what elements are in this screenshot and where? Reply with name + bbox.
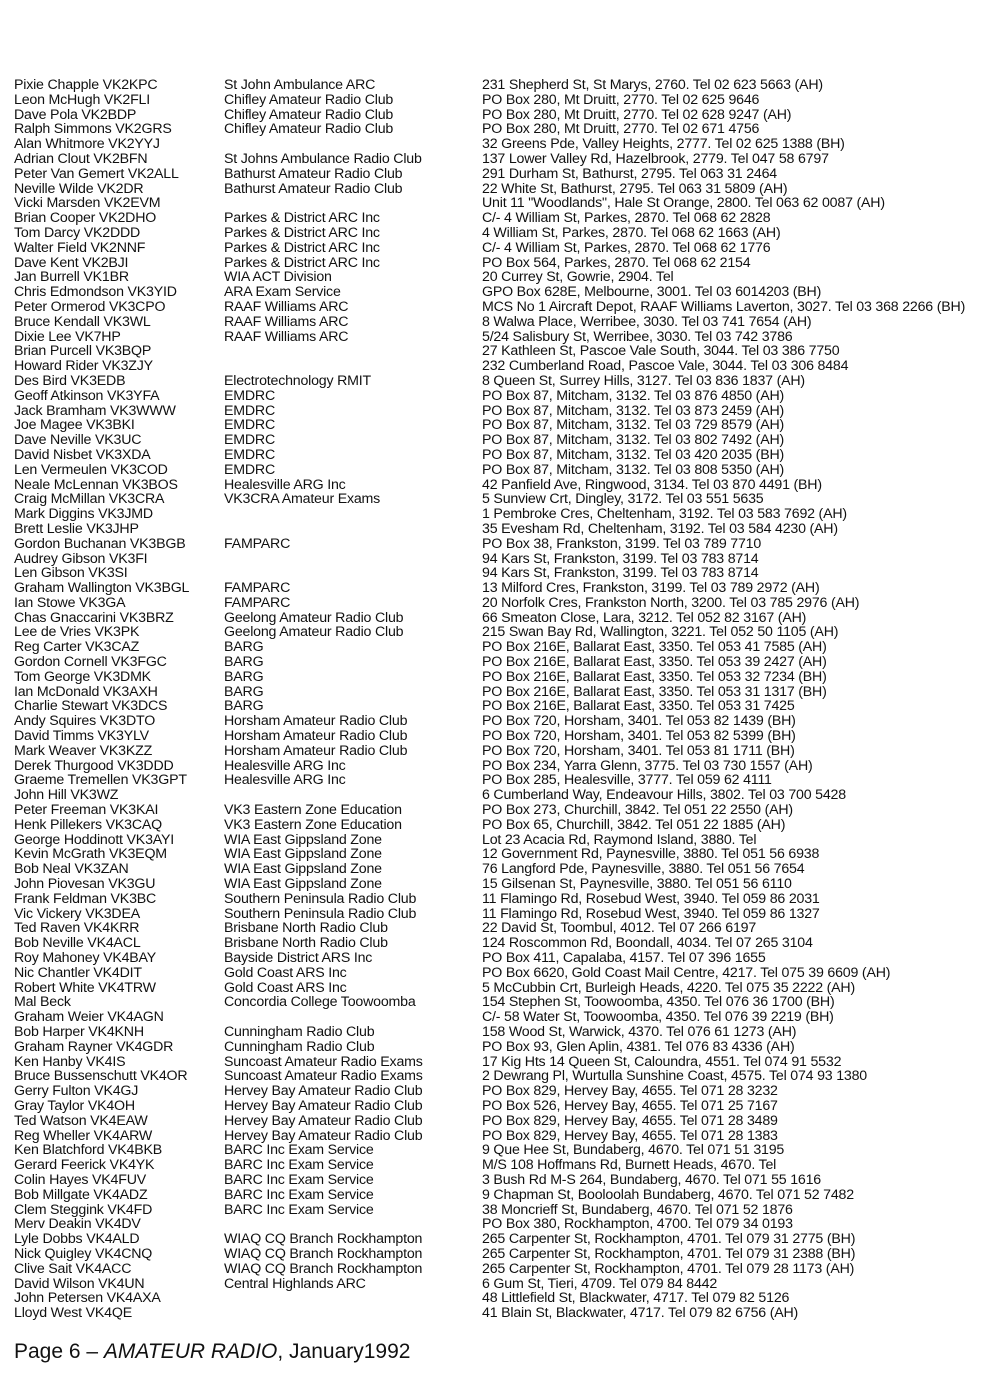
listing-address: PO Box 280, Mt Druitt, 2770. Tel 02 625 9646	[482, 91, 760, 108]
listing-organisation: BARG	[224, 683, 264, 700]
listing-name: Des Bird VK3EDB	[14, 372, 126, 389]
listing-organisation: Hervey Bay Amateur Radio Club	[224, 1112, 423, 1129]
listing-address: PO Box 411, Capalaba, 4157. Tel 07 396 1655	[482, 950, 766, 967]
listing-address: PO Box 65, Churchill, 3842. Tel 051 22 1885 (AH)	[482, 816, 786, 833]
listing-name: Adrian Clout VK2BFN	[14, 150, 148, 167]
listing-organisation: Geelong Amateur Radio Club	[224, 624, 404, 641]
footer-magazine-title: AMATEUR RADIO	[103, 1340, 278, 1363]
listing-organisation: Horsham Amateur Radio Club	[224, 742, 408, 759]
listing-name: Mal Beck	[14, 994, 71, 1011]
listing-organisation: EMDRC	[224, 461, 276, 478]
listing-name: Geoff Atkinson VK3YFA	[14, 387, 160, 404]
listing-address: 231 Shepherd St, St Marys, 2760. Tel 02 623 5663 (AH)	[482, 77, 823, 93]
listing-address: 158 Wood St, Warwick, 4370. Tel 076 61 1273 (AH)	[482, 1024, 797, 1040]
listing-address: PO Box 720, Horsham, 3401. Tel 053 82 5399 (BH)	[482, 728, 796, 745]
listing-address: PO Box 285, Healesville, 3777. Tel 059 62 4111	[482, 772, 772, 789]
listing-address: MCS No 1 Aircraft Depot, RAAF Williams Laverton, 3027. Tel 03 368 2266 (BH)	[482, 298, 966, 315]
listing-address: PO Box 216E, Ballarat East, 3350. Tel 053 41 7585 (AH)	[482, 639, 827, 656]
listing-organisation: Bayside District ARS Inc	[224, 950, 373, 967]
listing-organisation: Chifley Amateur Radio Club	[224, 106, 394, 123]
listing-name: Len Gibson VK3SI	[14, 565, 128, 582]
listing-organisation: EMDRC	[224, 446, 276, 463]
listing-organisation: Parkes & District ARC Inc	[224, 239, 380, 256]
listing-address: 11 Flamingo Rd, Rosebud West, 3940. Tel 059 86 2031	[482, 890, 820, 907]
listing-organisation: WIA East Gippsland Zone	[224, 861, 382, 878]
listing-name: Lloyd West VK4QE	[14, 1305, 132, 1322]
listing-organisation: Horsham Amateur Radio Club	[224, 728, 408, 745]
listing-organisation: Hervey Bay Amateur Radio Club	[224, 1083, 423, 1100]
listing-organisation: WIAQ CQ Branch Rockhampton	[224, 1260, 423, 1277]
listing-name: George Hoddinott VK3AYI	[14, 831, 174, 848]
listing-address: PO Box 216E, Ballarat East, 3350. Tel 053 31 1317 (BH)	[482, 683, 827, 700]
listing-organisation: Concordia College Toowoomba	[224, 994, 416, 1011]
listing-organisation: FAMPARC	[224, 580, 291, 597]
listing-name: Jack Bramham VK3WWW	[14, 402, 176, 419]
listing-name: Vicki Marsden VK2EVM	[14, 195, 161, 212]
listing-name: Gerry Fulton VK4GJ	[14, 1083, 139, 1100]
listing-organisation	[224, 1010, 474, 1025]
listing-organisation: Hervey Bay Amateur Radio Club	[224, 1097, 423, 1114]
listing-name: David Wilson VK4UN	[14, 1275, 145, 1292]
listing-name: Brian Cooper VK2DHO	[14, 210, 157, 227]
listing-organisation: Healesville ARG Inc	[224, 476, 346, 493]
listing-address: PO Box 280, Mt Druitt, 2770. Tel 02 671 4756	[482, 121, 760, 138]
listing-name: Leon McHugh VK2FLI	[14, 91, 150, 108]
listing-address: 20 Currey St, Gowrie, 2904. Tel	[482, 269, 674, 286]
listing-name: Graham Rayner VK4GDR	[14, 1038, 174, 1055]
listing-name: Dave Pola VK2BDP	[14, 106, 137, 123]
listing-organisation	[224, 1306, 474, 1321]
listing-organisation: Parkes & District ARC Inc	[224, 224, 380, 241]
listing-address: PO Box 234, Yarra Glenn, 3775. Tel 03 730 1557 (AH)	[482, 757, 813, 774]
listing-organisation	[224, 552, 474, 567]
listing-organisation: WIA East Gippsland Zone	[224, 846, 382, 863]
listing-name: Pixie Chapple VK2KPC	[14, 77, 158, 93]
listing-organisation: BARC Inc Exam Service	[224, 1201, 374, 1218]
listing-name: Vic Vickery VK3DEA	[14, 905, 140, 922]
listing-organisation: BARG	[224, 698, 264, 715]
listing-organisation: WIAQ CQ Branch Rockhampton	[224, 1231, 423, 1248]
listing-name: Peter Van Gemert VK2ALL	[14, 165, 179, 182]
listing-organisation	[224, 1291, 474, 1306]
listing-address: 232 Cumberland Road, Pascoe Vale, 3044. Tel 03 306 8484	[482, 358, 849, 375]
listing-name: Bob Harper VK4KNH	[14, 1024, 144, 1040]
listing-name: Derek Thurgood VK3DDD	[14, 757, 174, 774]
listing-address: PO Box 87, Mitcham, 3132. Tel 03 729 8579 (AH)	[482, 417, 785, 434]
listing-organisation: Bathurst Amateur Radio Club	[224, 165, 403, 182]
listing-address: 265 Carpenter St, Rockhampton, 4701. Tel 079 28 1173 (AH)	[482, 1260, 855, 1277]
listing-organisation: Southern Peninsula Radio Club	[224, 890, 417, 907]
listing-organisation: Cunningham Radio Club	[224, 1024, 375, 1040]
listing-organisation	[224, 137, 474, 152]
listing-organisation	[224, 1217, 474, 1232]
listing-address: PO Box 273, Churchill, 3842. Tel 051 22 2550 (AH)	[482, 802, 793, 819]
listing-name: Bruce Bussenschutt VK4OR	[14, 1068, 188, 1085]
listing-address: 94 Kars St, Frankston, 3199. Tel 03 783 8714	[482, 565, 759, 582]
listing-name: Ken Hanby VK4IS	[14, 1053, 126, 1070]
listing-organisation: BARG	[224, 654, 264, 671]
listing-organisation: Suncoast Amateur Radio Exams	[224, 1053, 423, 1070]
listing-address: PO Box 829, Hervey Bay, 4655. Tel 071 28 3232	[482, 1083, 778, 1100]
listing-organisation	[224, 788, 474, 803]
listing-name: Gordon Buchanan VK3BGB	[14, 535, 186, 552]
listing-address: PO Box 87, Mitcham, 3132. Tel 03 876 4850 (AH)	[482, 387, 785, 404]
listing-address: 215 Swan Bay Rd, Wallington, 3221. Tel 052 50 1105 (AH)	[482, 624, 839, 641]
listing-organisation: St John Ambulance ARC	[224, 77, 376, 93]
listing-address: PO Box 6620, Gold Coast Mail Centre, 4217. Tel 075 39 6609 (AH)	[482, 964, 891, 981]
listing-organisation: EMDRC	[224, 432, 276, 449]
listing-name: Reg Wheller VK4ARW	[14, 1127, 153, 1144]
page-footer	[14, 1340, 410, 1364]
listing-organisation: Hervey Bay Amateur Radio Club	[224, 1127, 423, 1144]
listing-organisation: BARC Inc Exam Service	[224, 1157, 374, 1174]
listing-organisation	[224, 359, 474, 374]
listing-organisation: VK3CRA Amateur Exams	[224, 491, 381, 508]
listing-organisation: EMDRC	[224, 417, 276, 434]
listing-address: PO Box 564, Parkes, 2870. Tel 068 62 2154	[482, 254, 751, 271]
listing-address: M/S 108 Hoffmans Rd, Burnett Heads, 4670. Tel	[482, 1157, 777, 1174]
listing-organisation: Chifley Amateur Radio Club	[224, 121, 394, 138]
listing-name: Ralph Simmons VK2GRS	[14, 121, 172, 138]
listing-address: 291 Durham St, Bathurst, 2795. Tel 063 31 2464	[482, 165, 777, 182]
listing-organisation: VK3 Eastern Zone Education	[224, 816, 402, 833]
listing-organisation: Gold Coast ARS Inc	[224, 979, 347, 996]
listing-address: 5 McCubbin Crt, Burleigh Heads, 4220. Tel 075 35 2222 (AH)	[482, 979, 855, 996]
listing-name: Gordon Cornell VK3FGC	[14, 654, 167, 671]
listing-address: PO Box 280, Mt Druitt, 2770. Tel 02 628 9247 (AH)	[482, 106, 792, 123]
listing-organisation	[224, 507, 474, 522]
listing-organisation: RAAF Williams ARC	[224, 298, 349, 315]
listing-address: PO Box 87, Mitcham, 3132. Tel 03 802 7492 (AH)	[482, 432, 785, 449]
listing-organisation: BARC Inc Exam Service	[224, 1171, 374, 1188]
listing-organisation: Parkes & District ARC Inc	[224, 210, 380, 227]
listing-name: Colin Hayes VK4FUV	[14, 1171, 147, 1188]
listing-name: Walter Field VK2NNF	[14, 239, 146, 256]
listing-organisation: EMDRC	[224, 387, 276, 404]
listing-organisation	[224, 566, 474, 581]
listing-address: 32 Greens Pde, Valley Heights, 2777. Tel 02 625 1388 (BH)	[482, 136, 845, 153]
listing-name: Gerard Feerick VK4YK	[14, 1157, 155, 1174]
listing-address: 38 Moncrieff St, Bundaberg, 4670. Tel 071 52 1876	[482, 1201, 793, 1218]
listing-name: Chris Edmondson VK3YID	[14, 284, 177, 301]
listing-name: Robert White VK4TRW	[14, 979, 156, 996]
listing-name: Dave Kent VK2BJI	[14, 254, 129, 271]
listing-address: Lot 23 Acacia Rd, Raymond Island, 3880. Tel	[482, 831, 757, 848]
listing-address: PO Box 829, Hervey Bay, 4655. Tel 071 28 1383	[482, 1127, 778, 1144]
listing-organisation: Southern Peninsula Radio Club	[224, 905, 417, 922]
listing-address: PO Box 720, Horsham, 3401. Tel 053 81 1711 (BH)	[482, 742, 795, 759]
listing-address: 42 Panfield Ave, Ringwood, 3134. Tel 03 870 4491 (BH)	[482, 476, 822, 493]
listing-name: Chas Gnaccarini VK3BRZ	[14, 609, 174, 626]
listing-name: Clem Steggink VK4FD	[14, 1201, 153, 1218]
listing-address: C/- 4 William St, Parkes, 2870. Tel 068 62 1776	[482, 239, 771, 256]
listing-address: Unit 11 "Woodlands", Hale St Orange, 2800. Tel 063 62 0087 (AH)	[482, 195, 885, 212]
listing-name: Len Vermeulen VK3COD	[14, 461, 168, 478]
listing-address: PO Box 216E, Ballarat East, 3350. Tel 053 39 2427 (AH)	[482, 654, 827, 671]
listing-address: 2 Dewrang Pl, Wurtulla Sunshine Coast, 4575. Tel 074 93 1380	[482, 1068, 867, 1085]
listing-organisation: RAAF Williams ARC	[224, 313, 349, 330]
listing-address: PO Box 216E, Ballarat East, 3350. Tel 053 32 7234 (BH)	[482, 668, 827, 685]
listing-name: Alan Whitmore VK2YYJ	[14, 136, 160, 153]
listing-address: 265 Carpenter St, Rockhampton, 4701. Tel 079 31 2775 (BH)	[482, 1231, 856, 1248]
listing-address: 5/24 Salisbury St, Werribee, 3030. Tel 03 742 3786	[482, 328, 793, 345]
listing-name: Ted Watson VK4EAW	[14, 1112, 148, 1129]
listing-organisation: EMDRC	[224, 402, 276, 419]
listing-name: John Piovesan VK3GU	[14, 876, 156, 893]
listing-address: 41 Blain St, Blackwater, 4717. Tel 079 82 6756 (AH)	[482, 1305, 799, 1322]
listing-address: PO Box 216E, Ballarat East, 3350. Tel 053 31 7425	[482, 698, 795, 715]
listing-name: Dixie Lee VK7HP	[14, 328, 121, 345]
listing-address: 5 Sunview Crt, Dingley, 3172. Tel 03 551 5635	[482, 491, 764, 508]
listing-address: 8 Queen St, Surrey Hills, 3127. Tel 03 836 1837 (AH)	[482, 372, 805, 389]
listing-name: Bob Millgate VK4ADZ	[14, 1186, 148, 1203]
listing-name: Jan Burrell VK1BR	[14, 269, 129, 286]
listing-name: Merv Deakin VK4DV	[14, 1216, 141, 1233]
listing-address: C/- 58 Water St, Toowoomba, 4350. Tel 076 39 2219 (BH)	[482, 1009, 834, 1026]
listing-organisation: Geelong Amateur Radio Club	[224, 609, 404, 626]
listing-address: PO Box 38, Frankston, 3199. Tel 03 789 7710	[482, 535, 762, 552]
listing-address: PO Box 87, Mitcham, 3132. Tel 03 808 5350 (AH)	[482, 461, 785, 478]
listing-organisation: BARG	[224, 639, 264, 656]
listing-organisation: BARC Inc Exam Service	[224, 1186, 374, 1203]
listing-organisation: WIAQ CQ Branch Rockhampton	[224, 1245, 423, 1262]
listing-name: Bob Neville VK4ACL	[14, 935, 141, 952]
listing-organisation: Suncoast Amateur Radio Exams	[224, 1068, 423, 1085]
listing-organisation: BARG	[224, 668, 264, 685]
listing-name: Clive Sait VK4ACC	[14, 1260, 132, 1277]
listing-name: David Nisbet VK3XDA	[14, 446, 151, 463]
listing-organisation: RAAF Williams ARC	[224, 328, 349, 345]
listing-organisation: St Johns Ambulance Radio Club	[224, 150, 422, 167]
listing-address: 8 Walwa Place, Werribee, 3030. Tel 03 741 7654 (AH)	[482, 313, 812, 330]
listing-name: Peter Ormerod VK3CPO	[14, 298, 166, 315]
listing-name: Mark Diggins VK3JMD	[14, 506, 153, 523]
listing-address: 124 Roscommon Rd, Boondall, 4034. Tel 07 265 3104	[482, 935, 813, 952]
listing-address: 1 Pembroke Cres, Cheltenham, 3192. Tel 03 583 7692 (AH)	[482, 506, 847, 523]
listing-name: Craig McMillan VK3CRA	[14, 491, 165, 508]
listing-name: Andy Squires VK3DTO	[14, 713, 156, 730]
listing-address: 6 Gum St, Tieri, 4709. Tel 079 84 8442	[482, 1275, 718, 1292]
footer-page-label: Page 6 –	[14, 1340, 104, 1363]
listing-address: 265 Carpenter St, Rockhampton, 4701. Tel 079 31 2388 (BH)	[482, 1245, 856, 1262]
listing-organisation: WIA East Gippsland Zone	[224, 876, 382, 893]
listing-organisation: Healesville ARG Inc	[224, 757, 346, 774]
listing-address: PO Box 829, Hervey Bay, 4655. Tel 071 28 3489	[482, 1112, 778, 1129]
listing-organisation: Healesville ARG Inc	[224, 772, 346, 789]
listing-name: Joe Magee VK3BKI	[14, 417, 135, 434]
listing-address: 22 David St, Toombul, 4012. Tel 07 266 6197	[482, 920, 757, 937]
listing-name: Roy Mahoney VK4BAY	[14, 950, 157, 967]
listing-name: Ted Raven VK4KRR	[14, 920, 140, 937]
listing-name: Graham Weier VK4AGN	[14, 1009, 164, 1026]
listing-name: Audrey Gibson VK3FI	[14, 550, 148, 567]
listing-name: Frank Feldman VK3BC	[14, 890, 157, 907]
listing-address: PO Box 720, Horsham, 3401. Tel 053 82 1439 (BH)	[482, 713, 796, 730]
listing-name: Dave Neville VK3UC	[14, 432, 142, 449]
listing-name: Henk Pillekers VK3CAQ	[14, 816, 162, 833]
listing-organisation: FAMPARC	[224, 594, 291, 611]
listing-address: 22 White St, Bathurst, 2795. Tel 063 31 5809 (AH)	[482, 180, 788, 197]
listing-address: 13 Milford Cres, Frankston, 3199. Tel 03 789 2972 (AH)	[482, 580, 820, 597]
listing-address: 6 Cumberland Way, Endeavour Hills, 3802. Tel 03 700 5428	[482, 787, 846, 804]
listing-address: 11 Flamingo Rd, Rosebud West, 3940. Tel 059 86 1327	[482, 905, 820, 922]
name-column	[14, 78, 219, 1321]
listing-address: 76 Langford Pde, Paynesville, 3880. Tel 051 56 7654	[482, 861, 805, 878]
listing-name: John Petersen VK4AXA	[14, 1290, 161, 1307]
listing-name: Reg Carter VK3CAZ	[14, 639, 140, 656]
listing-organisation: Cunningham Radio Club	[224, 1038, 375, 1055]
listing-name: Tom George VK3DMK	[14, 668, 151, 685]
listing-name: Bruce Kendall VK3WL	[14, 313, 151, 330]
listing-organisation: Bathurst Amateur Radio Club	[224, 180, 403, 197]
listing-address: 27 Kathleen St, Pascoe Vale South, 3044. Tel 03 386 7750	[482, 343, 840, 360]
listing-address: 66 Smeaton Close, Lara, 3212. Tel 052 82 3167 (AH)	[482, 609, 807, 626]
listing-organisation: FAMPARC	[224, 535, 291, 552]
listing-organisation: VK3 Eastern Zone Education	[224, 802, 402, 819]
listing-address: GPO Box 628E, Melbourne, 3001. Tel 03 6014203 (BH)	[482, 284, 822, 301]
listing-name: Peter Freeman VK3KAI	[14, 802, 159, 819]
listing-address: 3 Bush Rd M-S 264, Bundaberg, 4670. Tel 071 55 1616	[482, 1171, 821, 1188]
listing-organisation: ARA Exam Service	[224, 284, 341, 301]
listing-organisation: Chifley Amateur Radio Club	[224, 91, 394, 108]
listing-address: 20 Norfolk Cres, Frankston North, 3200. Tel 03 785 2976 (AH)	[482, 594, 860, 611]
listing-name: Nic Chantler VK4DIT	[14, 964, 142, 981]
listing-name: David Timms VK3YLV	[14, 728, 149, 745]
listing-organisation: Parkes & District ARC Inc	[224, 254, 380, 271]
listing-organisation: Electrotechnology RMIT	[224, 372, 371, 389]
listing-organisation: Brisbane North Radio Club	[224, 920, 388, 937]
listing-name: Ian Stowe VK3GA	[14, 594, 126, 611]
listing-address: C/- 4 William St, Parkes, 2870. Tel 068 62 2828	[482, 210, 771, 227]
listing-address: 15 Gilsenan St, Paynesville, 3880. Tel 051 56 6110	[482, 876, 792, 893]
listing-address: 94 Kars St, Frankston, 3199. Tel 03 783 8714	[482, 550, 759, 567]
listing-address: PO Box 87, Mitcham, 3132. Tel 03 873 2459 (AH)	[482, 402, 785, 419]
listing-address: PO Box 87, Mitcham, 3132. Tel 03 420 2035 (BH)	[482, 446, 785, 463]
listing-name: Nick Quigley VK4CNQ	[14, 1245, 153, 1262]
address-column	[482, 78, 997, 1321]
listing-name: Howard Rider VK3ZJY	[14, 358, 153, 375]
listing-name: Brian Purcell VK3BQP	[14, 343, 152, 360]
listing-organisation: Horsham Amateur Radio Club	[224, 713, 408, 730]
listing-name: Graeme Tremellen VK3GPT	[14, 772, 187, 789]
listing-name: Ian McDonald VK3AXH	[14, 683, 158, 700]
listing-name: Tom Darcy VK2DDD	[14, 224, 141, 241]
listing-organisation	[224, 344, 474, 359]
listing-address: 12 Government Rd, Paynesville, 3880. Tel 051 56 6938	[482, 846, 820, 863]
organisation-column	[224, 78, 474, 1321]
listing-address: 17 Kig Hts 14 Queen St, Caloundra, 4551. Tel 074 91 5532	[482, 1053, 842, 1070]
footer-issue-date: , January1992	[277, 1340, 411, 1363]
listing-name: Kevin McGrath VK3EQM	[14, 846, 167, 863]
listing-organisation: WIA ACT Division	[224, 269, 332, 286]
listing-organisation: WIA East Gippsland Zone	[224, 831, 382, 848]
listing-organisation	[224, 196, 474, 211]
listing-address: 9 Chapman St, Booloolah Bundaberg, 4670. Tel 071 52 7482	[482, 1186, 854, 1203]
listing-name: Graham Wallington VK3BGL	[14, 580, 190, 597]
listing-name: Brett Leslie VK3JHP	[14, 520, 139, 537]
listing-name: Lyle Dobbs VK4ALD	[14, 1231, 140, 1248]
listing-name: Mark Weaver VK3KZZ	[14, 742, 153, 759]
listing-name: Neville Wilde VK2DR	[14, 180, 144, 197]
listing-address: PO Box 380, Rockhampton, 4700. Tel 079 34 0193	[482, 1216, 793, 1233]
listing-address: PO Box 526, Hervey Bay, 4655. Tel 071 25 7167	[482, 1097, 778, 1114]
listing-address: 9 Que Hee St, Bundaberg, 4670. Tel 071 51 3195	[482, 1142, 785, 1159]
listing-address: 137 Lower Valley Rd, Hazelbrook, 2779. Tel 047 58 6797	[482, 150, 829, 167]
listing-name: Charlie Stewart VK3DCS	[14, 698, 168, 715]
listing-address: 48 Littlefield St, Blackwater, 4717. Tel 079 82 5126	[482, 1290, 790, 1307]
listing-address: PO Box 93, Glen Aplin, 4381. Tel 076 83 4336 (AH)	[482, 1038, 795, 1055]
listing-name: Lee de Vries VK3PK	[14, 624, 140, 641]
listing-organisation	[224, 522, 474, 537]
listing-name: Gray Taylor VK4OH	[14, 1097, 135, 1114]
listing-organisation: Central Highlands ARC	[224, 1275, 366, 1292]
listing-name: Neale McLennan VK3BOS	[14, 476, 178, 493]
listing-name: Bob Neal VK3ZAN	[14, 861, 129, 878]
listing-name: John Hill VK3WZ	[14, 787, 119, 804]
listing-address: 35 Evesham Rd, Cheltenham, 3192. Tel 03 584 4230 (AH)	[482, 520, 838, 537]
listing-address: 154 Stephen St, Toowoomba, 4350. Tel 076 36 1700 (BH)	[482, 994, 835, 1011]
listing-address: 4 William St, Parkes, 2870. Tel 068 62 1663 (AH)	[482, 224, 781, 241]
listing-organisation: Gold Coast ARS Inc	[224, 964, 347, 981]
listing-name: Ken Blatchford VK4BKB	[14, 1142, 163, 1159]
listing-organisation: BARC Inc Exam Service	[224, 1142, 374, 1159]
listing-organisation: Brisbane North Radio Club	[224, 935, 388, 952]
